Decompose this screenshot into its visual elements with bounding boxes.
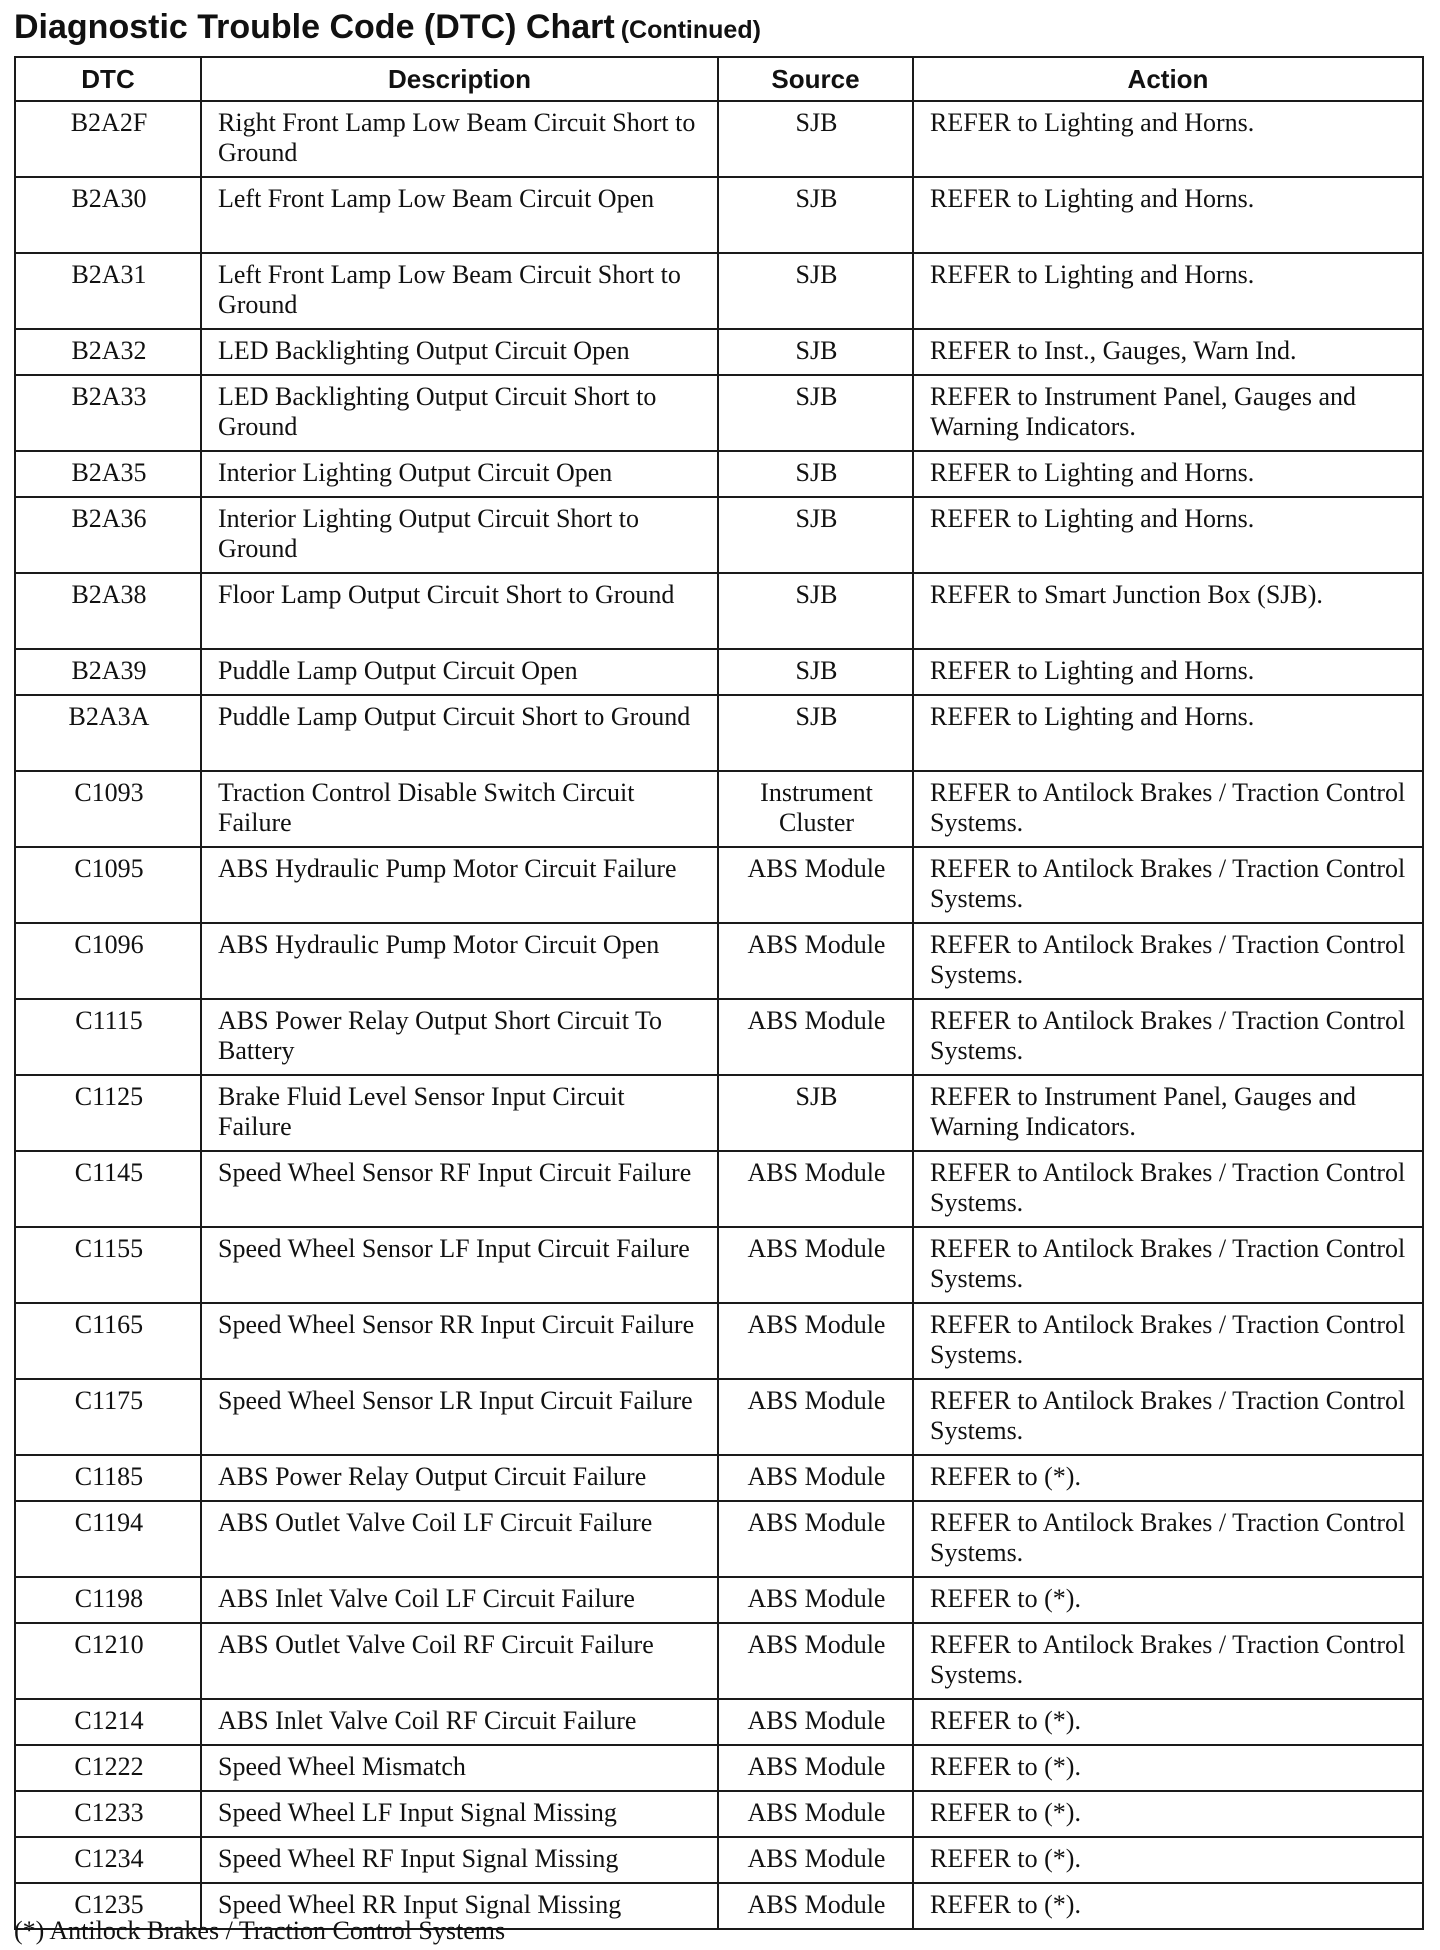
- dtc-source: ABS Module: [718, 1699, 913, 1745]
- dtc-description: Speed Wheel Sensor LF Input Circuit Failure: [201, 1227, 718, 1303]
- table-row: [15, 177, 1423, 253]
- table-row: [15, 375, 1423, 451]
- dtc-action: REFER to Inst., Gauges, Warn Ind.: [913, 329, 1423, 375]
- dtc-code: C1194: [15, 1501, 201, 1577]
- dtc-source: SJB: [718, 101, 913, 177]
- dtc-source: ABS Module: [718, 1623, 913, 1699]
- dtc-source: ABS Module: [718, 1837, 913, 1883]
- dtc-code: B2A31: [15, 253, 201, 329]
- dtc-description: Floor Lamp Output Circuit Short to Ground: [201, 573, 718, 649]
- dtc-code: C1115: [15, 999, 201, 1075]
- dtc-description: Interior Lighting Output Circuit Short to Ground: [201, 497, 718, 573]
- dtc-code: C1175: [15, 1379, 201, 1455]
- dtc-description: ABS Hydraulic Pump Motor Circuit Open: [201, 923, 718, 999]
- dtc-source: ABS Module: [718, 1151, 913, 1227]
- dtc-description: LED Backlighting Output Circuit Short to Ground: [201, 375, 718, 451]
- dtc-code: C1185: [15, 1455, 201, 1501]
- table-row: [15, 497, 1423, 573]
- dtc-source: SJB: [718, 497, 913, 573]
- dtc-code: C1222: [15, 1745, 201, 1791]
- header-action: Action: [913, 57, 1423, 101]
- dtc-action: REFER to Antilock Brakes / Traction Control Systems.: [913, 1623, 1423, 1699]
- dtc-code: C1165: [15, 1303, 201, 1379]
- dtc-action: REFER to Lighting and Horns.: [913, 253, 1423, 329]
- dtc-action: REFER to Antilock Brakes / Traction Control Systems.: [913, 999, 1423, 1075]
- table-row: [15, 1837, 1423, 1883]
- dtc-code: B2A3A: [15, 695, 201, 771]
- table-row: [15, 1151, 1423, 1227]
- header-source: Source: [718, 57, 913, 101]
- dtc-description: ABS Outlet Valve Coil LF Circuit Failure: [201, 1501, 718, 1577]
- table-row: [15, 1745, 1423, 1791]
- table-row: [15, 329, 1423, 375]
- dtc-action: REFER to Lighting and Horns.: [913, 649, 1423, 695]
- dtc-source: SJB: [718, 695, 913, 771]
- dtc-source: SJB: [718, 573, 913, 649]
- table-row: [15, 1623, 1423, 1699]
- table-row: [15, 1455, 1423, 1501]
- dtc-source: SJB: [718, 253, 913, 329]
- dtc-description: Speed Wheel RF Input Signal Missing: [201, 1837, 718, 1883]
- dtc-action: REFER to Instrument Panel, Gauges and Warning Indicators.: [913, 375, 1423, 451]
- table-row: [15, 1227, 1423, 1303]
- dtc-action: REFER to Antilock Brakes / Traction Control Systems.: [913, 1379, 1423, 1455]
- dtc-source: ABS Module: [718, 1791, 913, 1837]
- dtc-code: C1234: [15, 1837, 201, 1883]
- dtc-source: ABS Module: [718, 1303, 913, 1379]
- dtc-action: REFER to (*).: [913, 1745, 1423, 1791]
- dtc-code: C1210: [15, 1623, 201, 1699]
- dtc-code: C1096: [15, 923, 201, 999]
- footnote: (*) Antilock Brakes / Traction Control Systems: [14, 1916, 506, 1945]
- dtc-action: REFER to Lighting and Horns.: [913, 497, 1423, 573]
- dtc-description: Left Front Lamp Low Beam Circuit Short to Ground: [201, 253, 718, 329]
- dtc-code: B2A33: [15, 375, 201, 451]
- table-row: [15, 923, 1423, 999]
- page-title: [14, 8, 761, 47]
- dtc-code: B2A35: [15, 451, 201, 497]
- dtc-action: REFER to (*).: [913, 1577, 1423, 1623]
- table-row: [15, 1577, 1423, 1623]
- dtc-source: ABS Module: [718, 1883, 913, 1929]
- dtc-code: B2A32: [15, 329, 201, 375]
- dtc-action: REFER to Lighting and Horns.: [913, 101, 1423, 177]
- dtc-action: REFER to (*).: [913, 1837, 1423, 1883]
- dtc-action: REFER to Antilock Brakes / Traction Control Systems.: [913, 1303, 1423, 1379]
- dtc-description: ABS Power Relay Output Circuit Failure: [201, 1455, 718, 1501]
- table-header-row: [15, 57, 1423, 101]
- dtc-description: Speed Wheel Sensor LR Input Circuit Failure: [201, 1379, 718, 1455]
- dtc-description: Puddle Lamp Output Circuit Open: [201, 649, 718, 695]
- dtc-code: C1145: [15, 1151, 201, 1227]
- table-row: [15, 999, 1423, 1075]
- title-continued: (Continued): [620, 16, 761, 44]
- table-row: [15, 1303, 1423, 1379]
- table-row: [15, 101, 1423, 177]
- dtc-description: Interior Lighting Output Circuit Open: [201, 451, 718, 497]
- dtc-description: Speed Wheel Mismatch: [201, 1745, 718, 1791]
- dtc-source: ABS Module: [718, 1577, 913, 1623]
- dtc-action: REFER to (*).: [913, 1883, 1423, 1929]
- dtc-source: ABS Module: [718, 923, 913, 999]
- dtc-code: B2A2F: [15, 101, 201, 177]
- dtc-description: Speed Wheel Sensor RF Input Circuit Failure: [201, 1151, 718, 1227]
- dtc-description: Puddle Lamp Output Circuit Short to Ground: [201, 695, 718, 771]
- table-row: [15, 695, 1423, 771]
- dtc-source: ABS Module: [718, 1745, 913, 1791]
- dtc-description: ABS Inlet Valve Coil RF Circuit Failure: [201, 1699, 718, 1745]
- dtc-description: ABS Hydraulic Pump Motor Circuit Failure: [201, 847, 718, 923]
- header-description: Description: [201, 57, 718, 101]
- table-row: [15, 253, 1423, 329]
- dtc-action: REFER to Antilock Brakes / Traction Control Systems.: [913, 923, 1423, 999]
- dtc-description: Left Front Lamp Low Beam Circuit Open: [201, 177, 718, 253]
- dtc-description: ABS Inlet Valve Coil LF Circuit Failure: [201, 1577, 718, 1623]
- dtc-description: Traction Control Disable Switch Circuit Failure: [201, 771, 718, 847]
- table-row: [15, 573, 1423, 649]
- table-row: [15, 771, 1423, 847]
- dtc-source: SJB: [718, 329, 913, 375]
- dtc-code: C1198: [15, 1577, 201, 1623]
- dtc-source: Instrument Cluster: [718, 771, 913, 847]
- dtc-description: Speed Wheel LF Input Signal Missing: [201, 1791, 718, 1837]
- dtc-description: Brake Fluid Level Sensor Input Circuit Failure: [201, 1075, 718, 1151]
- dtc-code: C1233: [15, 1791, 201, 1837]
- table-body: [15, 101, 1423, 1929]
- dtc-code: B2A39: [15, 649, 201, 695]
- dtc-code: B2A30: [15, 177, 201, 253]
- dtc-source: SJB: [718, 649, 913, 695]
- dtc-action: REFER to Antilock Brakes / Traction Control Systems.: [913, 771, 1423, 847]
- table-row: [15, 451, 1423, 497]
- dtc-description: Speed Wheel Sensor RR Input Circuit Failure: [201, 1303, 718, 1379]
- dtc-source: SJB: [718, 177, 913, 253]
- dtc-action: REFER to (*).: [913, 1791, 1423, 1837]
- dtc-source: ABS Module: [718, 1227, 913, 1303]
- table-row: [15, 1791, 1423, 1837]
- title-text: Diagnostic Trouble Code (DTC) Chart: [14, 8, 615, 46]
- dtc-code: C1214: [15, 1699, 201, 1745]
- table-row: [15, 847, 1423, 923]
- dtc-source: ABS Module: [718, 999, 913, 1075]
- dtc-code: C1155: [15, 1227, 201, 1303]
- dtc-action: REFER to Lighting and Horns.: [913, 695, 1423, 771]
- dtc-code: C1235: [15, 1883, 201, 1929]
- dtc-action: REFER to Smart Junction Box (SJB).: [913, 573, 1423, 649]
- dtc-code: C1095: [15, 847, 201, 923]
- dtc-action: REFER to Lighting and Horns.: [913, 177, 1423, 253]
- dtc-table: [14, 56, 1424, 1930]
- dtc-description: LED Backlighting Output Circuit Open: [201, 329, 718, 375]
- dtc-action: REFER to Antilock Brakes / Traction Control Systems.: [913, 1151, 1423, 1227]
- dtc-source: ABS Module: [718, 1379, 913, 1455]
- table-row: [15, 1699, 1423, 1745]
- dtc-description: ABS Power Relay Output Short Circuit To Battery: [201, 999, 718, 1075]
- dtc-action: REFER to Antilock Brakes / Traction Control Systems.: [913, 847, 1423, 923]
- dtc-code: B2A38: [15, 573, 201, 649]
- table-row: [15, 1501, 1423, 1577]
- dtc-code: B2A36: [15, 497, 201, 573]
- dtc-description: Right Front Lamp Low Beam Circuit Short to Ground: [201, 101, 718, 177]
- table-row: [15, 1075, 1423, 1151]
- dtc-action: REFER to Lighting and Horns.: [913, 451, 1423, 497]
- dtc-action: REFER to Antilock Brakes / Traction Control Systems.: [913, 1227, 1423, 1303]
- header-dtc: DTC: [15, 57, 201, 101]
- dtc-action: REFER to Antilock Brakes / Traction Control Systems.: [913, 1501, 1423, 1577]
- dtc-description: Speed Wheel RR Input Signal Missing: [201, 1883, 718, 1929]
- dtc-source: SJB: [718, 375, 913, 451]
- dtc-code: C1125: [15, 1075, 201, 1151]
- dtc-source: SJB: [718, 1075, 913, 1151]
- dtc-action: REFER to (*).: [913, 1455, 1423, 1501]
- table-row: [15, 649, 1423, 695]
- dtc-action: REFER to Instrument Panel, Gauges and Warning Indicators.: [913, 1075, 1423, 1151]
- dtc-description: ABS Outlet Valve Coil RF Circuit Failure: [201, 1623, 718, 1699]
- dtc-source: ABS Module: [718, 1455, 913, 1501]
- dtc-source: ABS Module: [718, 1501, 913, 1577]
- dtc-source: ABS Module: [718, 847, 913, 923]
- dtc-source: SJB: [718, 451, 913, 497]
- dtc-action: REFER to (*).: [913, 1699, 1423, 1745]
- table-row: [15, 1379, 1423, 1455]
- dtc-code: C1093: [15, 771, 201, 847]
